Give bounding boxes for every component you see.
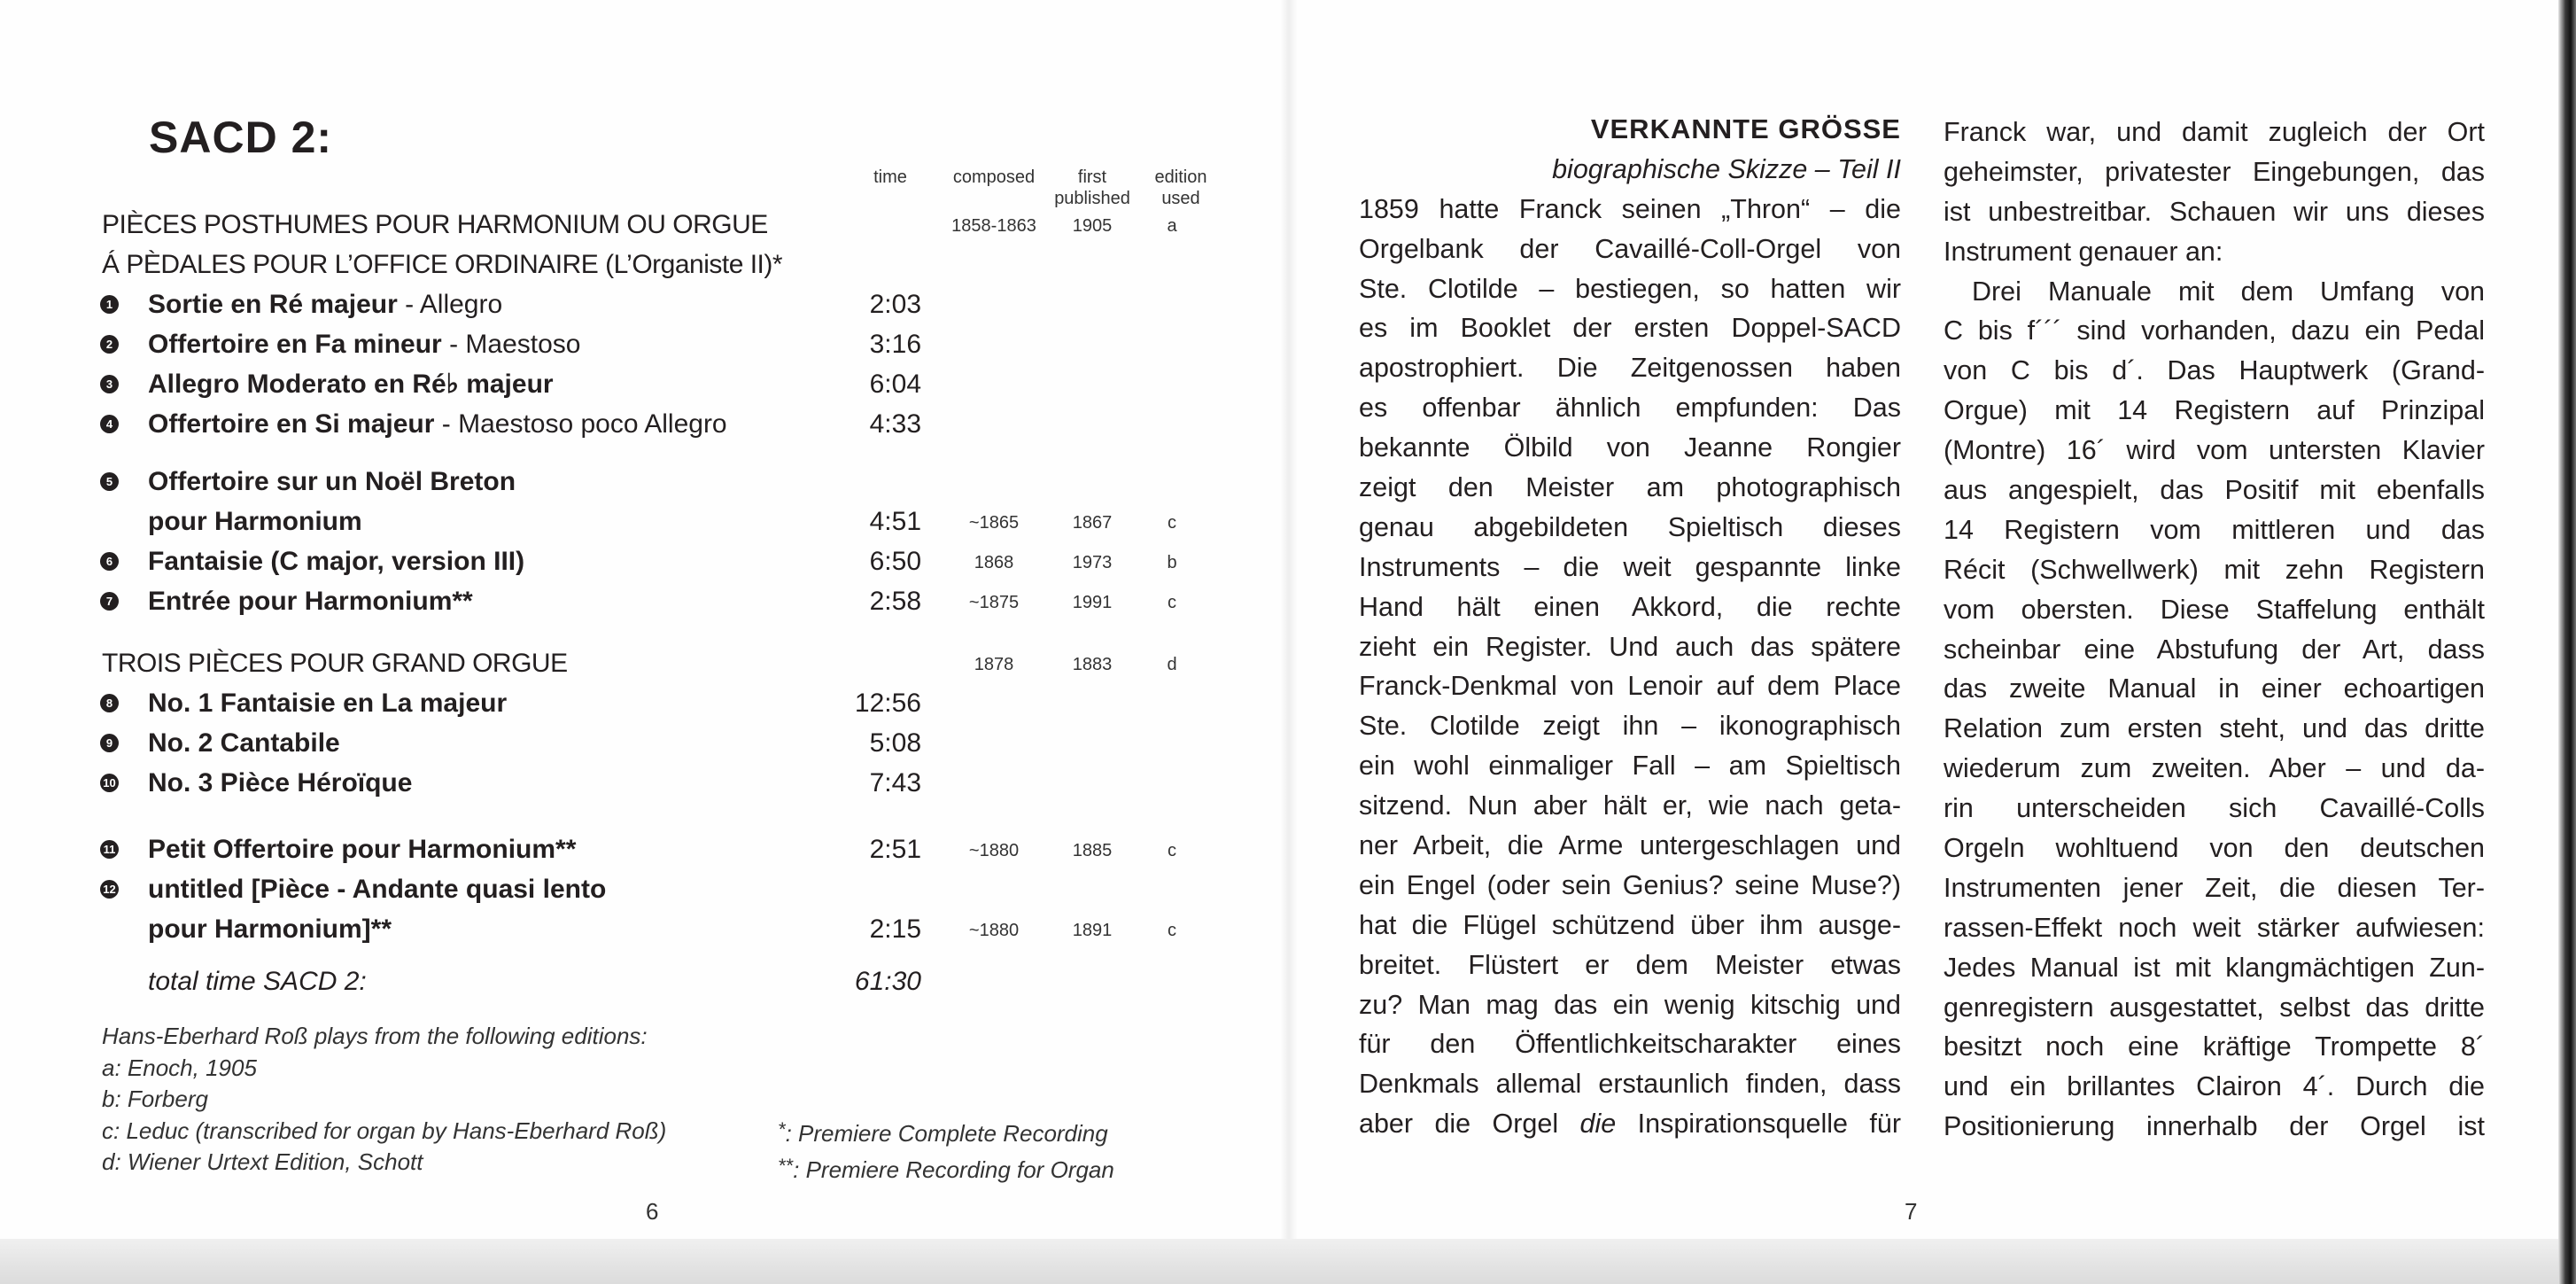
- text-line: Jedes Manual ist mit klangmächtigen Zun-: [1944, 952, 2485, 983]
- composed-year: 1878: [974, 655, 1014, 674]
- track-title-main: Offertoire en Fa mineur: [148, 330, 442, 359]
- track-row[interactable]: [0, 581, 1286, 621]
- text-line: sitzend. Nun aber hält er, wie nach geta-: [1359, 790, 1901, 821]
- scan-bottom-edge: [0, 1239, 2576, 1284]
- spacer: [0, 949, 1286, 961]
- track-title-main: Allegro Moderato en Ré♭ majeur: [148, 370, 554, 399]
- text-line: genregistern ausgestattet, selbst das dritte: [1944, 992, 2485, 1023]
- text-line: ein Engel (oder sein Genius? seine Muse?): [1359, 869, 1901, 900]
- article-subheading: biographische Skizze – Teil II: [1552, 153, 1901, 184]
- text-line: zeigt den Meister am photographisch: [1359, 472, 1901, 503]
- text-column-2: [1944, 113, 2485, 1147]
- text-line: Relation zum ersten steht, und das dritte: [1944, 713, 2485, 744]
- track-row[interactable]: [0, 909, 1286, 949]
- track-row[interactable]: [0, 502, 1286, 541]
- track-title: [148, 284, 502, 324]
- footnote-single: [778, 1114, 1114, 1150]
- track-title: [148, 829, 576, 869]
- edition-used: d: [1167, 655, 1177, 674]
- text-line: von C bis d´. Das Hauptwerk (Grand-: [1944, 355, 2485, 386]
- first-published-year: 1991: [1072, 593, 1113, 612]
- track-number-icon: 12: [100, 880, 119, 899]
- track-number-icon: 7: [100, 592, 119, 611]
- page-number-right: 7: [1905, 1198, 1918, 1225]
- column-header-time: time: [873, 167, 907, 187]
- section-heading-row: [0, 205, 1286, 245]
- text-line: aus angespielt, das Positif mit ebenfalls: [1944, 475, 2485, 506]
- track-row[interactable]: [0, 284, 1286, 324]
- text-line: und ein brillantes Clairon 4´. Durch die: [1944, 1071, 2485, 1102]
- section-heading-row: [0, 245, 1286, 284]
- track-title-main: untitled [Pièce - Andante quasi lento: [148, 875, 607, 904]
- composed-year: 1858-1863: [951, 216, 1036, 236]
- article-heading: VERKANNTE GRÖSSE: [1590, 113, 1901, 144]
- track-row[interactable]: [0, 723, 1286, 763]
- text-line: geheimster, privatester Eingebungen, das: [1944, 156, 2485, 187]
- spacer: [0, 444, 1286, 462]
- text-line: Orgeln wohltuend von den deutschen: [1944, 833, 2485, 864]
- column-header-published: published: [1054, 189, 1130, 208]
- text-line: Franck-Denkmal von Lenoir auf dem Place: [1359, 671, 1901, 702]
- track-title: [148, 462, 516, 502]
- track-title: [148, 581, 473, 621]
- text-line: wiederum zum zweiten. Aber – und da-: [1944, 753, 2485, 784]
- track-title: Á PÈDALES POUR L’OFFICE ORDINAIRE (L’Organiste II)*: [102, 250, 783, 279]
- track-number-icon: 11: [100, 840, 119, 859]
- track-time: 2:03: [869, 290, 921, 319]
- text-line: Orgue) mit 14 Registern auf Prinzipal: [1944, 395, 2485, 426]
- edition-c: c: Leduc (transcribed for organ by Hans-Eberhard Roß): [102, 1117, 667, 1144]
- track-time: 4:33: [869, 409, 921, 439]
- edition-used: c: [1168, 593, 1176, 612]
- track-title: PIÈCES POSTHUMES POUR HARMONIUM OU ORGUE: [102, 210, 768, 239]
- text-line: Hand hält einen Akkord, die rechte: [1359, 591, 1901, 622]
- text-line: bekannte Ölbild von Jeanne Rongier: [1359, 432, 1901, 463]
- track-title: [148, 404, 727, 444]
- track-row[interactable]: [0, 364, 1286, 404]
- track-time: 12:56: [854, 689, 921, 718]
- edition-used: c: [1168, 513, 1176, 533]
- footnote-mark-double: **: [778, 1154, 794, 1177]
- text-line: Instruments – die weit gespannte linke: [1359, 551, 1901, 582]
- first-published-year: 1883: [1072, 655, 1113, 674]
- scan-right-edge: [2558, 0, 2576, 1284]
- editions-list: [102, 1021, 666, 1179]
- track-time: 7:43: [869, 768, 921, 798]
- emphasis: die: [1579, 1109, 1617, 1140]
- first-published-year: 1867: [1072, 513, 1113, 533]
- text-line: ner Arbeit, die Arme untergeschlagen und: [1359, 830, 1901, 861]
- track-row[interactable]: [0, 683, 1286, 723]
- edition-used: c: [1168, 921, 1176, 940]
- track-time: 2:58: [869, 587, 921, 616]
- track-title: [148, 723, 340, 763]
- track-tempo: - Maestoso: [441, 330, 581, 359]
- text-line: ein wohl einmaliger Fall – am Spieltisch: [1359, 751, 1901, 782]
- track-number-icon: 9: [100, 734, 119, 752]
- edition-d: d: Wiener Urtext Edition, Schott: [102, 1148, 423, 1175]
- track-title: [148, 502, 362, 541]
- spacer: [0, 621, 1286, 643]
- track-number-icon: 6: [100, 552, 119, 571]
- text-line: zieht ein Register. Und auch das spätere: [1359, 631, 1901, 662]
- track-title-main: Offertoire sur un Noël Breton: [148, 467, 516, 496]
- track-title-main: Petit Offertoire pour Harmonium**: [148, 835, 577, 864]
- track-number-icon: 3: [100, 375, 119, 393]
- track-title: [148, 541, 524, 581]
- track-title: [148, 683, 507, 723]
- edition-used: c: [1168, 841, 1176, 860]
- column-header-edition: edition: [1154, 167, 1207, 187]
- text-line: [1359, 1104, 1901, 1144]
- page-number-left: 6: [646, 1198, 659, 1225]
- track-time: 6:04: [869, 370, 921, 399]
- track-row[interactable]: [0, 869, 1286, 909]
- editions-intro: Hans-Eberhard Roß plays from the following editions:: [102, 1023, 648, 1049]
- text-line: Ste. Clotilde – bestiegen, so hatten wir: [1359, 273, 1901, 304]
- track-time: 2:15: [869, 914, 921, 944]
- text-line: Orgelbank der Cavaillé-Coll-Orgel von: [1359, 233, 1901, 264]
- edition-used: a: [1167, 216, 1177, 236]
- text-line: es offenbar ähnlich empfunden: Das: [1359, 393, 1901, 424]
- track-title-main: Offertoire en Si majeur: [148, 409, 435, 439]
- track-list: [0, 205, 1286, 1001]
- edition-a: a: Enoch, 1905: [102, 1054, 257, 1081]
- track-row[interactable]: [0, 763, 1286, 803]
- total-time-row: [0, 961, 1286, 1001]
- section-heading-row: [0, 643, 1286, 683]
- page-title: SACD 2:: [149, 113, 333, 162]
- text-line: vom obersten. Diese Staffelung enthält: [1944, 594, 2485, 625]
- track-title-main: No. 1 Fantaisie en La majeur: [148, 689, 508, 718]
- track-title-main: No. 2 Cantabile: [148, 728, 340, 758]
- track-row[interactable]: [0, 462, 1286, 502]
- text-line: Instrument genauer an:: [1944, 236, 2223, 267]
- text-line: Récit (Schwellwerk) mit zehn Registern: [1944, 554, 2485, 585]
- text-segment: Inspirationsquelle für: [1616, 1109, 1901, 1140]
- text-segment: aber die Orgel: [1359, 1109, 1580, 1140]
- footnote-mark-single: *: [778, 1118, 786, 1140]
- track-title-main: pour Harmonium: [148, 507, 362, 536]
- text-line: scheinbar eine Abstufung der Art, dass: [1944, 634, 2485, 665]
- track-title: total time SACD 2:: [148, 967, 367, 996]
- composed-year: ~1875: [968, 593, 1020, 612]
- text-line: Drei Manuale mit dem Umfang von: [1972, 276, 2485, 307]
- text-line: Instrumenten jener Zeit, die diesen Ter-: [1944, 872, 2485, 903]
- track-time: 61:30: [854, 967, 921, 996]
- composed-year: ~1865: [968, 513, 1020, 533]
- composed-year: ~1880: [968, 921, 1020, 940]
- text-line: rassen-Effekt noch weit stärker aufwiesen:: [1944, 912, 2485, 943]
- track-time: 5:08: [869, 728, 921, 758]
- track-title: [148, 364, 554, 404]
- first-published-year: 1973: [1072, 553, 1113, 572]
- footnote-single-text: : Premiere Complete Recording: [785, 1120, 1108, 1147]
- track-title: [148, 763, 412, 803]
- column-header-first: first: [1077, 167, 1107, 187]
- spacer: [0, 803, 1286, 829]
- text-column-1: [1359, 110, 1901, 1144]
- text-line: Positionierung innerhalb der Orgel ist: [1944, 1111, 2485, 1142]
- text-line: besitzt noch eine kräftige Trompette 8´: [1944, 1031, 2485, 1062]
- track-title: [148, 909, 392, 949]
- footnote-double: [778, 1150, 1114, 1187]
- composed-year: ~1880: [968, 841, 1020, 860]
- edition-used: b: [1167, 553, 1177, 572]
- track-tempo: - Allegro: [397, 290, 503, 319]
- footnote-double-text: : Premiere Recording for Organ: [793, 1156, 1114, 1183]
- composed-year: 1868: [974, 553, 1014, 572]
- track-tempo: - Maestoso poco Allegro: [434, 409, 727, 439]
- track-time: 3:16: [869, 330, 921, 359]
- text-line: 14 Registern vom mittleren und das: [1944, 514, 2485, 545]
- text-line: C bis f´´´ sind vorhanden, dazu ein Pedal: [1944, 315, 2485, 346]
- text-line: Denkmals allemal erstaunlich finden, dass: [1359, 1069, 1901, 1100]
- track-time: 6:50: [869, 547, 921, 576]
- track-title: [148, 869, 606, 909]
- text-line: für den Öffentlichkeitscharakter eines: [1359, 1029, 1901, 1060]
- column-1-body: [1359, 190, 1901, 1144]
- track-row[interactable]: [0, 541, 1286, 581]
- track-title-main: Fantaisie (C major, version III): [148, 547, 525, 576]
- text-line: (Montre) 16´ wird vom untersten Klavier: [1944, 435, 2485, 466]
- track-number-icon: 2: [100, 335, 119, 354]
- track-number-icon: 4: [100, 415, 119, 433]
- track-row[interactable]: [0, 324, 1286, 364]
- track-title-main: No. 3 Pièce Héroïque: [148, 768, 413, 798]
- track-title-main: Entrée pour Harmonium**: [148, 587, 473, 616]
- track-number-icon: 5: [100, 472, 119, 491]
- first-published-year: 1885: [1072, 841, 1113, 860]
- track-title-main: Sortie en Ré majeur: [148, 290, 398, 319]
- text-line: zu? Man mag das ein wenig kitschig und: [1359, 989, 1901, 1020]
- column-header-edition-used: [1137, 167, 1225, 209]
- track-number-icon: 8: [100, 694, 119, 712]
- edition-b: b: Forberg: [102, 1086, 208, 1112]
- text-line: hat die Flügel schützend über ihm ausge-: [1359, 909, 1901, 940]
- track-row[interactable]: [0, 829, 1286, 869]
- text-line: apostrophiert. Die Zeitgenossen haben: [1359, 353, 1901, 384]
- text-line: es im Booklet der ersten Doppel-SACD: [1359, 313, 1901, 344]
- column-header-composed: composed: [952, 167, 1036, 187]
- text-line: ist unbestreitbar. Schauen wir uns dieses: [1944, 196, 2485, 227]
- first-published-year: 1891: [1072, 921, 1113, 940]
- text-line: genau abgebildeten Spieltisch dieses: [1359, 511, 1901, 542]
- text-line: das zweite Manual in einer echoartigen: [1944, 673, 2485, 704]
- track-title: [148, 324, 580, 364]
- track-time: 4:51: [869, 507, 921, 536]
- text-line: Franck war, und damit zugleich der Ort: [1944, 117, 2485, 147]
- column-header-first-published: [1039, 167, 1145, 209]
- first-published-year: 1905: [1072, 216, 1113, 236]
- track-row[interactable]: [0, 404, 1286, 444]
- footnotes: [778, 1114, 1114, 1186]
- text-line: 1859 hatte Franck seinen „Thron“ – die: [1359, 193, 1901, 224]
- track-time: 2:51: [869, 835, 921, 864]
- track-title: TROIS PIÈCES POUR GRAND ORGUE: [102, 649, 568, 678]
- text-line: rin unterscheiden sich Cavaillé-Colls: [1944, 793, 2485, 824]
- track-number-icon: 10: [100, 774, 119, 792]
- text-line: Ste. Clotilde zeigt ihn – ikonographisch: [1359, 711, 1901, 742]
- track-number-icon: 1: [100, 295, 119, 314]
- text-line: breitet. Flüstert er dem Meister etwas: [1359, 949, 1901, 980]
- track-title-main: pour Harmonium]**: [148, 914, 392, 944]
- column-header-used: used: [1161, 189, 1200, 208]
